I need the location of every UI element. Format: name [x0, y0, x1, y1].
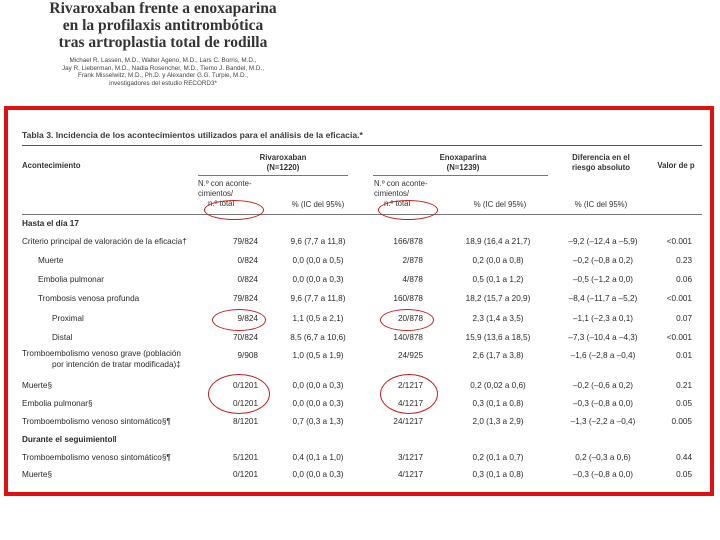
enox-underline	[373, 175, 548, 176]
header-rivaroxaban: Rivaroxaban (N=1220)	[259, 153, 307, 172]
diff-pct-header: % (IC del 95%)	[574, 200, 628, 209]
header-valor-p: Valor de p	[657, 161, 695, 170]
section-hasta-dia-17: Hasta el día 17	[22, 219, 79, 228]
header-enoxaparina: Enoxaparina (N=1239)	[439, 153, 487, 172]
header-diferencia: Diferencia en el riesgo absoluto	[571, 153, 631, 172]
section-durante-seguimiento: Durante el seguimiento‖	[22, 435, 117, 444]
article-title: Rivaroxaban frente a enoxaparina en la profilaxis antitrombótica tras artroplastia total de rodilla	[49, 0, 277, 51]
annotation-oval-riva-total	[204, 200, 264, 220]
annotation-oval-riva-1201	[208, 374, 270, 414]
riva-pct-header: % (IC del 95%)	[291, 200, 345, 209]
header-bottom-rule	[22, 214, 702, 215]
header-event: Acontecimiento	[22, 161, 81, 170]
annotation-oval-enox-1217	[380, 374, 438, 414]
annotation-oval-riva-proximal	[212, 309, 266, 331]
highlight-frame: Tabla 3. Incidencia de los acontecimientos utilizados para el análisis de la eficacia.* Acontecimiento Rivaroxaban (N=1220) Enoxaparina (N=1239) Diferencia en el riesgo absoluto Valor de p N.º con aconte- cimientos/ n.º total % (IC del 95%) N.º con aconte- cimientos/ n.º total % (IC del 95%) % (IC del 95%) Hasta el día 17 Criterio principal de valoración de la eficacia† 79/824 9,6 (7,7 a 11,8) 166/878 18,9 (16,4 a 21,7) –9,2 (–12,4 a –5,9) <0.001 Muerte 0/824 0,0 (0,0 a 0,5) 2/878 0,2 (0,0 a 0,8) –0,2 (–0,8 a 0,2) 0.23 Embolia pulmonar 0/824 0,0 (0,0 a 0,3) 4/878 0,5 (0,1 a 1,2) –0,5 (–1,2 a 0,0) 0.06 Trombosis venosa profunda 79/824 9,6 (7,7 a 11,8) 160/878 18,2 (15,7 a 20,9) –8,4 (–11,7 a –5,2) <0.001 Proximal 9/824 1,1 (0,5 a 2,1) 20/878 2,3 (1,4 a 3,5) –1,1 (–2,3 a 0,1) 0.07 Distal 70/824 8,5 (6,7 a 10,6) 140/878 15,9 (13,6 a 18,5) –7,3 (–10,4 a –4,3) <0.001 Tromboembolismo venoso grave (población por intención de tratar modificada)‡ 9/908 1,0 (0,5 a 1,9) 24/925 2,6 (1,7 a 3,8) –1,6 (–2,8 a –0,4) 0.01 Muerte§ 0/1201 0,0 (0,0 a 0,3) 2/1217 0,2 (0,02 a 0,6) –0,2 (–0,6 a 0,2) 0.21 Embolia pulmonar§ 0/1201 0,0 (0,0 a 0,3) 4/1217 0,3 (0,1 a 0,8) –0,3 (–0,8 a 0,0) 0.05 Tromboembolismo venoso sintomático§¶ 8/1201 0,7 (0,3 a 1,3) 24/1217 2,0 (1,3 a 2,9) –1,3 (–2,2 a –0,4) 0.005 Durante el seguimiento‖ Tromboembolismo venoso sintomático§¶ 5/1201 0,4 (0,1 a 1,0) 3/1217 0,2 (0,1 a 0,7) 0,2 (–0,3 a 0,6) 0.44 Muerte§ 0/1201 0,0 (0,0 a 0,3) 4/1217 0,3 (0,1 a 0,8) –0,3 (–0,8 a 0,0) 0.05	[4, 106, 714, 496]
table-top-rule	[22, 145, 702, 146]
annotation-oval-enox-proximal	[380, 309, 434, 331]
article-authors: Michael R. Lassen, M.D., Walter Ageno, M.D., Lars C. Borris, M.D., Jay R. Lieberman, M.D., Nadia Rosencher, M.D., Tiemo J. Bandel, M.D., Frank Misselwitz, M.D., Ph.D. y Alexander G.G. Turpie, M.D., investigadores del estudio RECORD3*	[62, 57, 264, 87]
enox-n-header: N.º con aconte- cimientos/ n.º total	[374, 179, 428, 208]
annotation-oval-enox-total	[378, 200, 438, 220]
riva-underline	[198, 175, 348, 176]
table-caption: Tabla 3. Incidencia de los acontecimientos utilizados para el análisis de la eficacia.*	[22, 130, 363, 140]
enox-pct-header: % (IC del 95%)	[473, 200, 527, 209]
article-header	[48, 0, 278, 87]
riva-n-header: N.º con aconte- cimientos/ n.º total	[198, 179, 252, 208]
